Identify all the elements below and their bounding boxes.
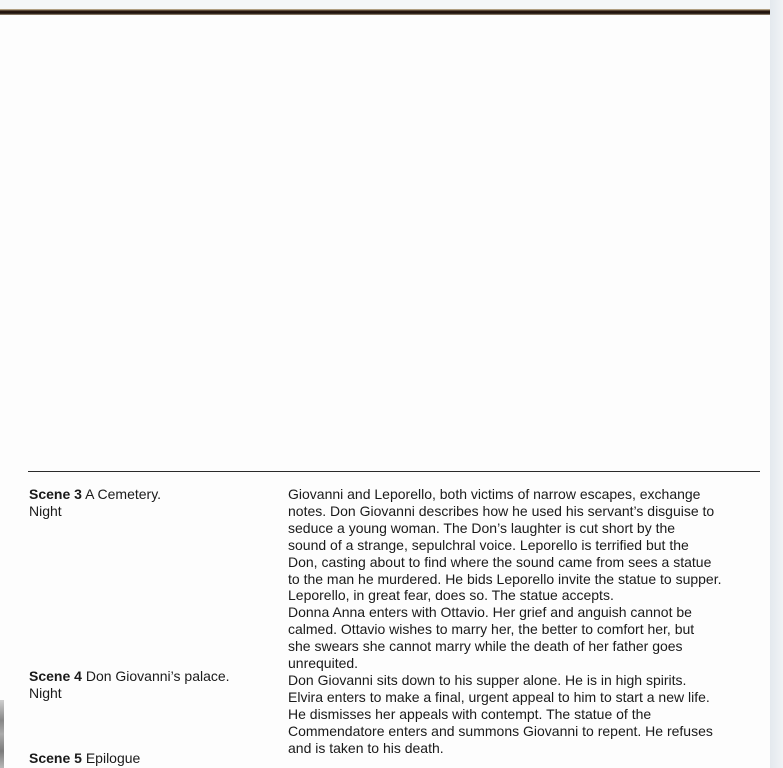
synopsis-line: He dismisses her appeals with contempt. The statue of the (288, 705, 652, 722)
scene-5-heading (29, 750, 274, 767)
synopsis-line: seduce a young woman. The Don’s laughter is cut short by the (288, 519, 676, 536)
synopsis-text (288, 486, 758, 757)
synopsis-line: unrequited. (288, 655, 359, 672)
synopsis-line: Elvira enters to make a final, urgent appeal to him to start a new life. (288, 688, 710, 705)
scene-5-location: Epilogue (85, 750, 141, 766)
synopsis-line: Donna Anna enters with Ottavio. Her grief and anguish cannot be (288, 604, 692, 621)
scene-3-heading (29, 486, 274, 520)
synopsis-line: Commendatore enters and summons Giovanni to repent. He refuses (288, 722, 713, 739)
scene-4-time: Night (29, 685, 62, 701)
scene-4-location: Don Giovanni’s palace. (85, 668, 230, 684)
synopsis-line: and is taken to his death. (288, 739, 444, 756)
synopsis-line: to the man he murdered. He bids Leporello invite the statue to supper. (288, 570, 722, 587)
synopsis-line: sound of a strange, sepulchral voice. Leporello is terrified but the (288, 536, 689, 553)
synopsis-line: Don Giovanni sits down to his supper alone. He is in high spirits. (288, 671, 687, 688)
section-divider (28, 471, 760, 472)
scene-4-heading (29, 668, 274, 702)
synopsis-line: Don, casting about to find where the sound came from sees a statue (288, 553, 712, 570)
synopsis-line: notes. Don Giovanni describes how he used his servant’s disguise to (288, 502, 715, 519)
scene-3-location: A Cemetery. (85, 486, 162, 502)
scene-3-number: Scene 3 (29, 486, 82, 502)
binding-edge (0, 700, 4, 768)
scene-5-number: Scene 5 (29, 750, 82, 766)
scan-right-margin (770, 0, 783, 768)
scene-3-time: Night (29, 503, 62, 519)
page-top-edge (0, 9, 772, 15)
synopsis-line: Leporello, in great fear, does so. The statue accepts. (288, 587, 614, 604)
synopsis-line: calmed. Ottavio wishes to marry her, the better to comfort her, but (288, 621, 695, 638)
synopsis-line: Giovanni and Leporello, both victims of narrow escapes, exchange (288, 486, 701, 502)
synopsis-line: she swears she cannot marry while the death of her father goes (288, 638, 683, 655)
scene-4-number: Scene 4 (29, 668, 82, 684)
